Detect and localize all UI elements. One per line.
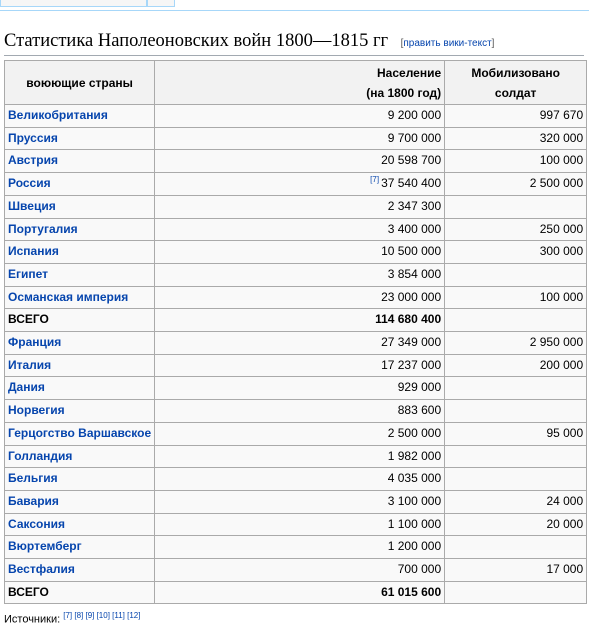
header-mobilized-line1: Мобилизовано: [471, 65, 560, 80]
table-row: [5, 286, 587, 309]
table-row: [5, 195, 587, 218]
population-cell: [155, 536, 445, 559]
total-label: ВСЕГО: [5, 309, 155, 332]
population-value: 37 540 400: [381, 176, 442, 191]
country-link[interactable]: Бельгия: [5, 468, 155, 491]
table-total-row: [5, 581, 587, 604]
table-row: [5, 559, 587, 582]
header-population-line2: (на 1800 год): [366, 85, 442, 100]
mobilized-cell: 95 000: [445, 422, 587, 445]
population-value: 114 680 400: [375, 312, 442, 327]
country-link[interactable]: Вестфалия: [5, 559, 155, 582]
population-value: 2 500 000: [387, 425, 442, 440]
population-cell: [155, 195, 445, 218]
table-row: [5, 218, 587, 241]
country-link[interactable]: Великобритания: [5, 105, 155, 128]
table-row: [5, 377, 587, 400]
table-total-row: [5, 309, 587, 332]
browser-tab-strip: [0, 0, 589, 11]
table-row: [5, 468, 587, 491]
mobilized-cell: [445, 445, 587, 468]
population-value: 883 600: [397, 403, 442, 418]
population-value: 10 500 000: [381, 244, 442, 259]
table-row: [5, 105, 587, 128]
population-value: 61 015 600: [381, 584, 442, 599]
population-cell: [155, 218, 445, 241]
country-link[interactable]: Россия: [5, 173, 155, 196]
table-row: [5, 536, 587, 559]
mobilized-cell: [445, 400, 587, 423]
population-cell: [155, 241, 445, 264]
mobilized-cell: [445, 309, 587, 332]
population-value: 2 347 300: [387, 198, 442, 213]
edit-bracket-open: [: [400, 38, 404, 49]
section-title: Статистика Наполеоновских войн 1800—1815 гг: [4, 31, 389, 51]
mobilized-cell: 24 000: [445, 490, 587, 513]
mobilized-cell: 300 000: [445, 241, 587, 264]
population-cell: [155, 127, 445, 150]
table-body: [5, 105, 587, 604]
population-value: 9 700 000: [387, 130, 442, 145]
population-cell: [155, 490, 445, 513]
mobilized-cell: [445, 263, 587, 286]
population-value: 1 200 000: [387, 539, 442, 554]
sources-line: [4, 611, 140, 626]
population-value: 27 349 000: [381, 335, 442, 350]
population-value: 1 100 000: [387, 516, 442, 531]
country-link[interactable]: Португалия: [5, 218, 155, 241]
population-value: 20 598 700: [381, 153, 442, 168]
population-value: 9 200 000: [387, 108, 442, 122]
header-mobilized: [445, 61, 587, 105]
population-cell: [155, 400, 445, 423]
population-value: 700 000: [397, 562, 442, 577]
mobilized-cell: [445, 581, 587, 604]
population-cell: [155, 581, 445, 604]
mobilized-cell: [445, 536, 587, 559]
table-row: [5, 400, 587, 423]
population-cell: [155, 309, 445, 332]
table-row: [5, 490, 587, 513]
mobilized-cell: [445, 468, 587, 491]
statistics-table: [4, 60, 587, 604]
total-label: ВСЕГО: [5, 581, 155, 604]
mobilized-cell: [445, 377, 587, 400]
country-link[interactable]: Испания: [5, 241, 155, 264]
country-link[interactable]: Италия: [5, 354, 155, 377]
population-cell: [155, 468, 445, 491]
table-row: [5, 173, 587, 196]
header-mobilized-line2: солдат: [494, 85, 537, 100]
country-link[interactable]: Османская империя: [5, 286, 155, 309]
population-cell: [155, 263, 445, 286]
population-value: 1 982 000: [387, 448, 442, 463]
mobilized-cell: 100 000: [445, 286, 587, 309]
population-value: 929 000: [397, 380, 442, 395]
country-link[interactable]: Египет: [5, 263, 155, 286]
population-cell: [155, 354, 445, 377]
population-cell: [155, 422, 445, 445]
population-cell: [155, 445, 445, 468]
country-link[interactable]: Франция: [5, 332, 155, 355]
population-value: 3 100 000: [387, 493, 442, 508]
edit-bracket-close: ]: [491, 38, 495, 49]
population-value: 17 237 000: [381, 357, 442, 372]
table-header-row: [5, 61, 587, 105]
table-row: [5, 422, 587, 445]
country-link[interactable]: Норвегия: [5, 400, 155, 423]
population-cell: [155, 286, 445, 309]
page-tab[interactable]: [0, 0, 147, 7]
country-link[interactable]: Саксония: [5, 513, 155, 536]
country-link[interactable]: Голландия: [5, 445, 155, 468]
population-cell: [155, 105, 445, 128]
mobilized-cell: [445, 195, 587, 218]
table-row: [5, 263, 587, 286]
mobilized-cell: 17 000: [445, 559, 587, 582]
mobilized-cell: 100 000: [445, 150, 587, 173]
population-value: 3 854 000: [387, 266, 442, 281]
mobilized-cell: 250 000: [445, 218, 587, 241]
mobilized-cell: 200 000: [445, 354, 587, 377]
header-countries: воюющие страны: [5, 61, 155, 105]
table-row: [5, 513, 587, 536]
table-row: [5, 354, 587, 377]
mobilized-cell: 320 000: [445, 127, 587, 150]
country-link[interactable]: Бавария: [5, 490, 155, 513]
population-cell: [155, 173, 445, 196]
country-link[interactable]: Вюртемберг: [5, 536, 155, 559]
header-population-line1: Население: [377, 65, 442, 80]
country-link[interactable]: Австрия: [5, 150, 155, 173]
table-row: [5, 150, 587, 173]
edit-section-wrap: [401, 38, 495, 49]
country-link[interactable]: Швеция: [5, 195, 155, 218]
mobilized-cell: 2 500 000: [445, 173, 587, 196]
header-population: [155, 61, 445, 105]
population-value: 4 035 000: [387, 471, 442, 486]
mobilized-cell: 20 000: [445, 513, 587, 536]
table-row: [5, 127, 587, 150]
country-link[interactable]: Дания: [5, 377, 155, 400]
country-link[interactable]: Пруссия: [5, 127, 155, 150]
section-heading: [4, 31, 584, 56]
table-row: [5, 241, 587, 264]
mobilized-cell: 997 670: [445, 105, 587, 128]
reference-link[interactable]: [7]: [370, 175, 380, 185]
population-cell: [155, 513, 445, 536]
page-tab-secondary[interactable]: [147, 0, 175, 7]
country-link[interactable]: Герцогство Варшавское: [5, 422, 155, 445]
population-cell: [155, 150, 445, 173]
population-value: 3 400 000: [387, 221, 442, 236]
sources-refs-links[interactable]: [7] [8] [9] [10] [11] [12]: [63, 611, 141, 620]
mobilized-cell: 2 950 000: [445, 332, 587, 355]
table-row: [5, 445, 587, 468]
edit-wikitext-link[interactable]: править вики-текст: [403, 38, 492, 49]
population-cell: [155, 332, 445, 355]
population-cell: [155, 377, 445, 400]
table-row: [5, 332, 587, 355]
population-value: 23 000 000: [381, 289, 442, 304]
population-cell: [155, 559, 445, 582]
sources-label: Источники:: [4, 613, 61, 626]
